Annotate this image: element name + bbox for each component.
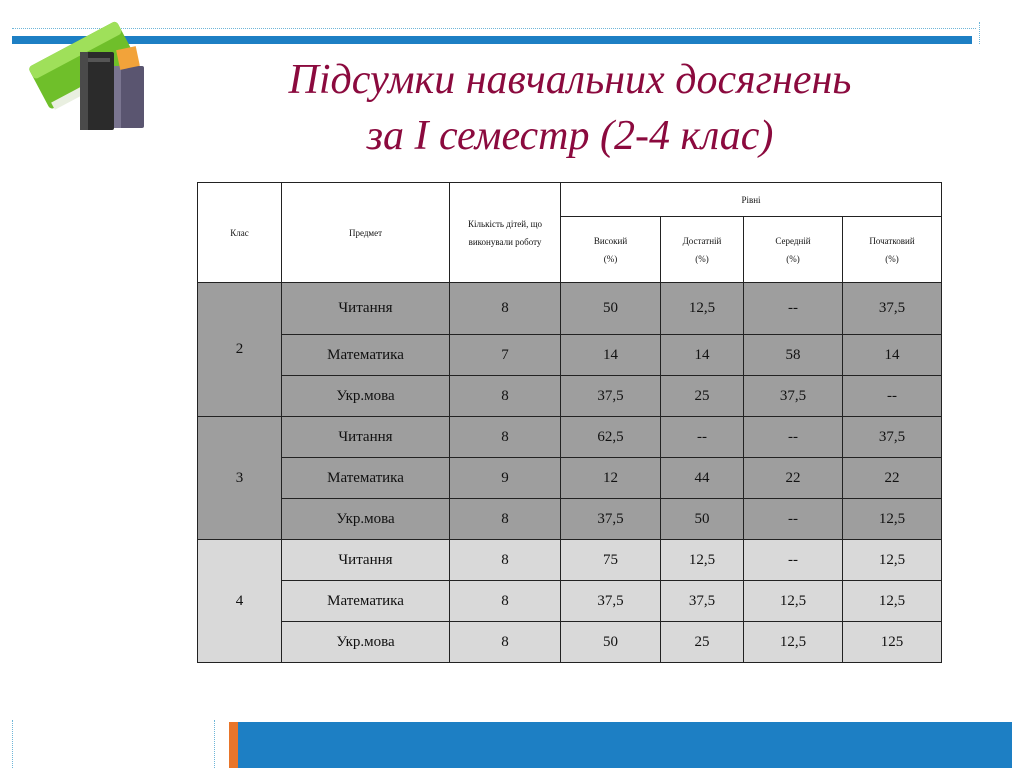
- count-cell: 8: [450, 283, 561, 335]
- initial-cell: 14: [843, 335, 942, 376]
- high-cell: 50: [561, 283, 661, 335]
- subject-cell: Математика: [282, 581, 450, 622]
- header-level-high: [561, 217, 661, 283]
- books-icon: [22, 2, 162, 134]
- subject-cell: Читання: [282, 540, 450, 581]
- high-cell: 12: [561, 458, 661, 499]
- header-levels: Рівні: [561, 183, 942, 217]
- bottom-dotted-line-left: [12, 720, 13, 768]
- sufficient-cell: 50: [661, 499, 744, 540]
- bottom-orange-strip: [229, 722, 238, 768]
- high-cell: 37,5: [561, 376, 661, 417]
- medium-cell: --: [744, 499, 843, 540]
- medium-cell: 22: [744, 458, 843, 499]
- table-row: [198, 335, 942, 376]
- class-cell: 4: [198, 540, 282, 663]
- sufficient-cell: 14: [661, 335, 744, 376]
- table-row: [198, 283, 942, 335]
- subject-cell: Укр.мова: [282, 499, 450, 540]
- header-count-line1: Кількість дітей, що: [467, 218, 542, 229]
- sufficient-cell: 44: [661, 458, 744, 499]
- subject-cell: Укр.мова: [282, 376, 450, 417]
- high-cell: 75: [561, 540, 661, 581]
- title-line-1: Підсумки навчальних досягнень: [288, 57, 852, 103]
- medium-cell: 58: [744, 335, 843, 376]
- count-cell: 8: [450, 417, 561, 458]
- class-cell: 3: [198, 417, 282, 540]
- initial-cell: 37,5: [843, 283, 942, 335]
- subject-cell: Укр.мова: [282, 622, 450, 663]
- high-cell: 14: [561, 335, 661, 376]
- sufficient-cell: 37,5: [661, 581, 744, 622]
- bottom-dotted-line-mid: [214, 720, 215, 768]
- initial-cell: --: [843, 376, 942, 417]
- grades-table: [197, 182, 942, 663]
- subject-cell: Читання: [282, 417, 450, 458]
- subject-cell: Читання: [282, 283, 450, 335]
- count-cell: 8: [450, 499, 561, 540]
- header-level-medium: [744, 217, 843, 283]
- initial-cell: 12,5: [843, 540, 942, 581]
- sufficient-cell: 12,5: [661, 283, 744, 335]
- count-cell: 8: [450, 376, 561, 417]
- table-row: [198, 499, 942, 540]
- header-class: Клас: [198, 183, 282, 283]
- initial-cell: 12,5: [843, 499, 942, 540]
- header-level-name: Високий: [593, 235, 628, 246]
- initial-cell: 37,5: [843, 417, 942, 458]
- header-level-sufficient: [661, 217, 744, 283]
- table-row: [198, 417, 942, 458]
- header-count: [450, 183, 561, 283]
- sufficient-cell: 25: [661, 622, 744, 663]
- table-row: [198, 622, 942, 663]
- class-cell: 2: [198, 283, 282, 417]
- sufficient-cell: 25: [661, 376, 744, 417]
- title-line-2: за I семестр (2-4 клас): [366, 113, 774, 159]
- header-level-unit: (%): [695, 253, 709, 264]
- table-row: [198, 581, 942, 622]
- high-cell: 37,5: [561, 499, 661, 540]
- initial-cell: 22: [843, 458, 942, 499]
- count-cell: 8: [450, 581, 561, 622]
- table-row: [198, 540, 942, 581]
- count-cell: 8: [450, 622, 561, 663]
- medium-cell: --: [744, 540, 843, 581]
- header-level-name: Достатній: [682, 235, 722, 246]
- table-row: [198, 458, 942, 499]
- high-cell: 37,5: [561, 581, 661, 622]
- top-right-dotted-line: [979, 22, 980, 44]
- high-cell: 50: [561, 622, 661, 663]
- medium-cell: --: [744, 283, 843, 335]
- bottom-accent-bar: [238, 722, 1012, 768]
- header-level-name: Початковий: [869, 235, 915, 246]
- header-level-initial: [843, 217, 942, 283]
- sufficient-cell: --: [661, 417, 744, 458]
- count-cell: 8: [450, 540, 561, 581]
- count-cell: 7: [450, 335, 561, 376]
- initial-cell: 125: [843, 622, 942, 663]
- slide-title: [160, 52, 980, 164]
- high-cell: 62,5: [561, 417, 661, 458]
- header-level-name: Середній: [775, 235, 811, 246]
- subject-cell: Математика: [282, 458, 450, 499]
- header-level-unit: (%): [885, 253, 899, 264]
- table-row: [198, 376, 942, 417]
- medium-cell: 12,5: [744, 581, 843, 622]
- medium-cell: 12,5: [744, 622, 843, 663]
- sufficient-cell: 12,5: [661, 540, 744, 581]
- medium-cell: 37,5: [744, 376, 843, 417]
- count-cell: 9: [450, 458, 561, 499]
- header-count-line2: виконували роботу: [468, 236, 542, 247]
- header-level-unit: (%): [603, 253, 618, 264]
- medium-cell: --: [744, 417, 843, 458]
- initial-cell: 12,5: [843, 581, 942, 622]
- header-subject: Предмет: [282, 183, 450, 283]
- subject-cell: Математика: [282, 335, 450, 376]
- header-level-unit: (%): [786, 253, 800, 264]
